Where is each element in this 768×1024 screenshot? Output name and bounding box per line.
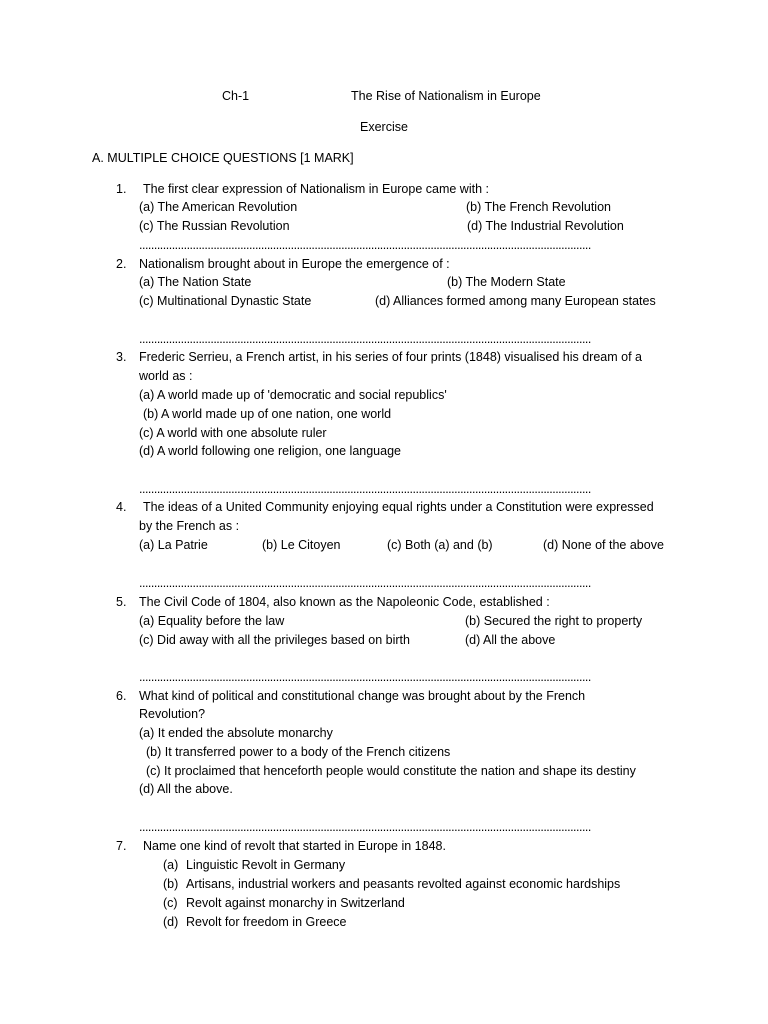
option-b[interactable]: (b) The Modern State xyxy=(447,275,566,289)
question-number: 5. xyxy=(116,595,127,609)
option-c[interactable]: Revolt against monarchy in Switzerland xyxy=(186,896,405,910)
option-c[interactable]: (c) The Russian Revolution xyxy=(139,219,290,233)
chapter-title: The Rise of Nationalism in Europe xyxy=(351,89,541,103)
question-number: 7. xyxy=(116,839,127,853)
option-a[interactable]: (a) A world made up of 'democratic and social republics' xyxy=(139,388,447,402)
answer-line: ........................................................................................................................................................ xyxy=(139,238,591,252)
option-d[interactable]: (d) None of the above xyxy=(543,538,664,552)
question-number: 2. xyxy=(116,257,127,271)
option-b[interactable]: (b) Secured the right to property xyxy=(465,614,643,628)
option-a[interactable]: (a) Equality before the law xyxy=(139,614,285,628)
option-b[interactable]: (b) A world made up of one nation, one world xyxy=(143,407,392,421)
question-text: Name one kind of revolt that started in Europe in 1848. xyxy=(143,839,446,853)
exercise-heading: Exercise xyxy=(360,120,408,134)
option-a[interactable]: (a) It ended the absolute monarchy xyxy=(139,726,333,740)
option-b[interactable]: (b) It transferred power to a body of the French citizens xyxy=(146,745,451,759)
option-c-label: (c) xyxy=(163,896,178,910)
answer-line: ........................................................................................................................................................ xyxy=(139,670,591,684)
option-d[interactable]: (d) All the above. xyxy=(139,782,233,796)
option-a-label: (a) xyxy=(163,858,179,872)
option-d[interactable]: (d) A world following one religion, one language xyxy=(139,444,401,458)
question-text-line-1: The ideas of a United Community enjoying equal rights under a Constitution were expressed xyxy=(143,500,654,514)
question-text: The first clear expression of Nationalism in Europe came with : xyxy=(143,182,489,196)
question-text-line-2: by the French as : xyxy=(139,519,240,533)
section-heading: A. MULTIPLE CHOICE QUESTIONS [1 MARK] xyxy=(92,151,354,165)
answer-line: ........................................................................................................................................................ xyxy=(139,820,591,834)
option-c[interactable]: (c) Both (a) and (b) xyxy=(387,538,493,552)
question-text: The Civil Code of 1804, also known as the Napoleonic Code, established : xyxy=(139,595,550,609)
option-a[interactable]: (a) The American Revolution xyxy=(139,200,298,214)
chapter-number: Ch-1 xyxy=(222,89,250,103)
question-number: 4. xyxy=(116,500,127,514)
question-number: 6. xyxy=(116,689,127,703)
option-b[interactable]: (b) Le Citoyen xyxy=(262,538,341,552)
option-d[interactable]: (d) The Industrial Revolution xyxy=(467,219,624,233)
question-text-line-2: world as : xyxy=(139,369,193,383)
question-text: Nationalism brought about in Europe the emergence of : xyxy=(139,257,450,271)
option-d[interactable]: (d) Alliances formed among many European states xyxy=(375,294,656,308)
option-d-label: (d) xyxy=(163,915,179,929)
option-c[interactable]: (c) It proclaimed that henceforth people would constitute the nation and shape its destiny xyxy=(146,764,636,778)
question-text-line-1: Frederic Serrieu, a French artist, in his series of four prints (1848) visualised his dream of a xyxy=(139,350,642,364)
option-d[interactable]: (d) All the above xyxy=(465,633,556,647)
answer-line: ........................................................................................................................................................ xyxy=(139,332,591,346)
option-b-label: (b) xyxy=(163,877,179,891)
option-b[interactable]: (b) The French Revolution xyxy=(466,200,611,214)
option-c[interactable]: (c) Multinational Dynastic State xyxy=(139,294,312,308)
question-number: 3. xyxy=(116,350,127,364)
option-a[interactable]: Linguistic Revolt in Germany xyxy=(186,858,346,872)
option-d[interactable]: Revolt for freedom in Greece xyxy=(186,915,347,929)
option-c[interactable]: (c) A world with one absolute ruler xyxy=(139,426,327,440)
answer-line: ........................................................................................................................................................ xyxy=(139,576,591,590)
question-text-line-2: Revolution? xyxy=(139,707,206,721)
question-text-line-1: What kind of political and constitutional change was brought about by the French xyxy=(139,689,586,703)
option-a[interactable]: (a) La Patrie xyxy=(139,538,208,552)
answer-line: ........................................................................................................................................................ xyxy=(139,482,591,496)
question-number: 1. xyxy=(116,182,127,196)
option-a[interactable]: (a) The Nation State xyxy=(139,275,252,289)
option-c[interactable]: (c) Did away with all the privileges based on birth xyxy=(139,633,410,647)
option-b[interactable]: Artisans, industrial workers and peasants revolted against economic hardships xyxy=(186,877,621,891)
